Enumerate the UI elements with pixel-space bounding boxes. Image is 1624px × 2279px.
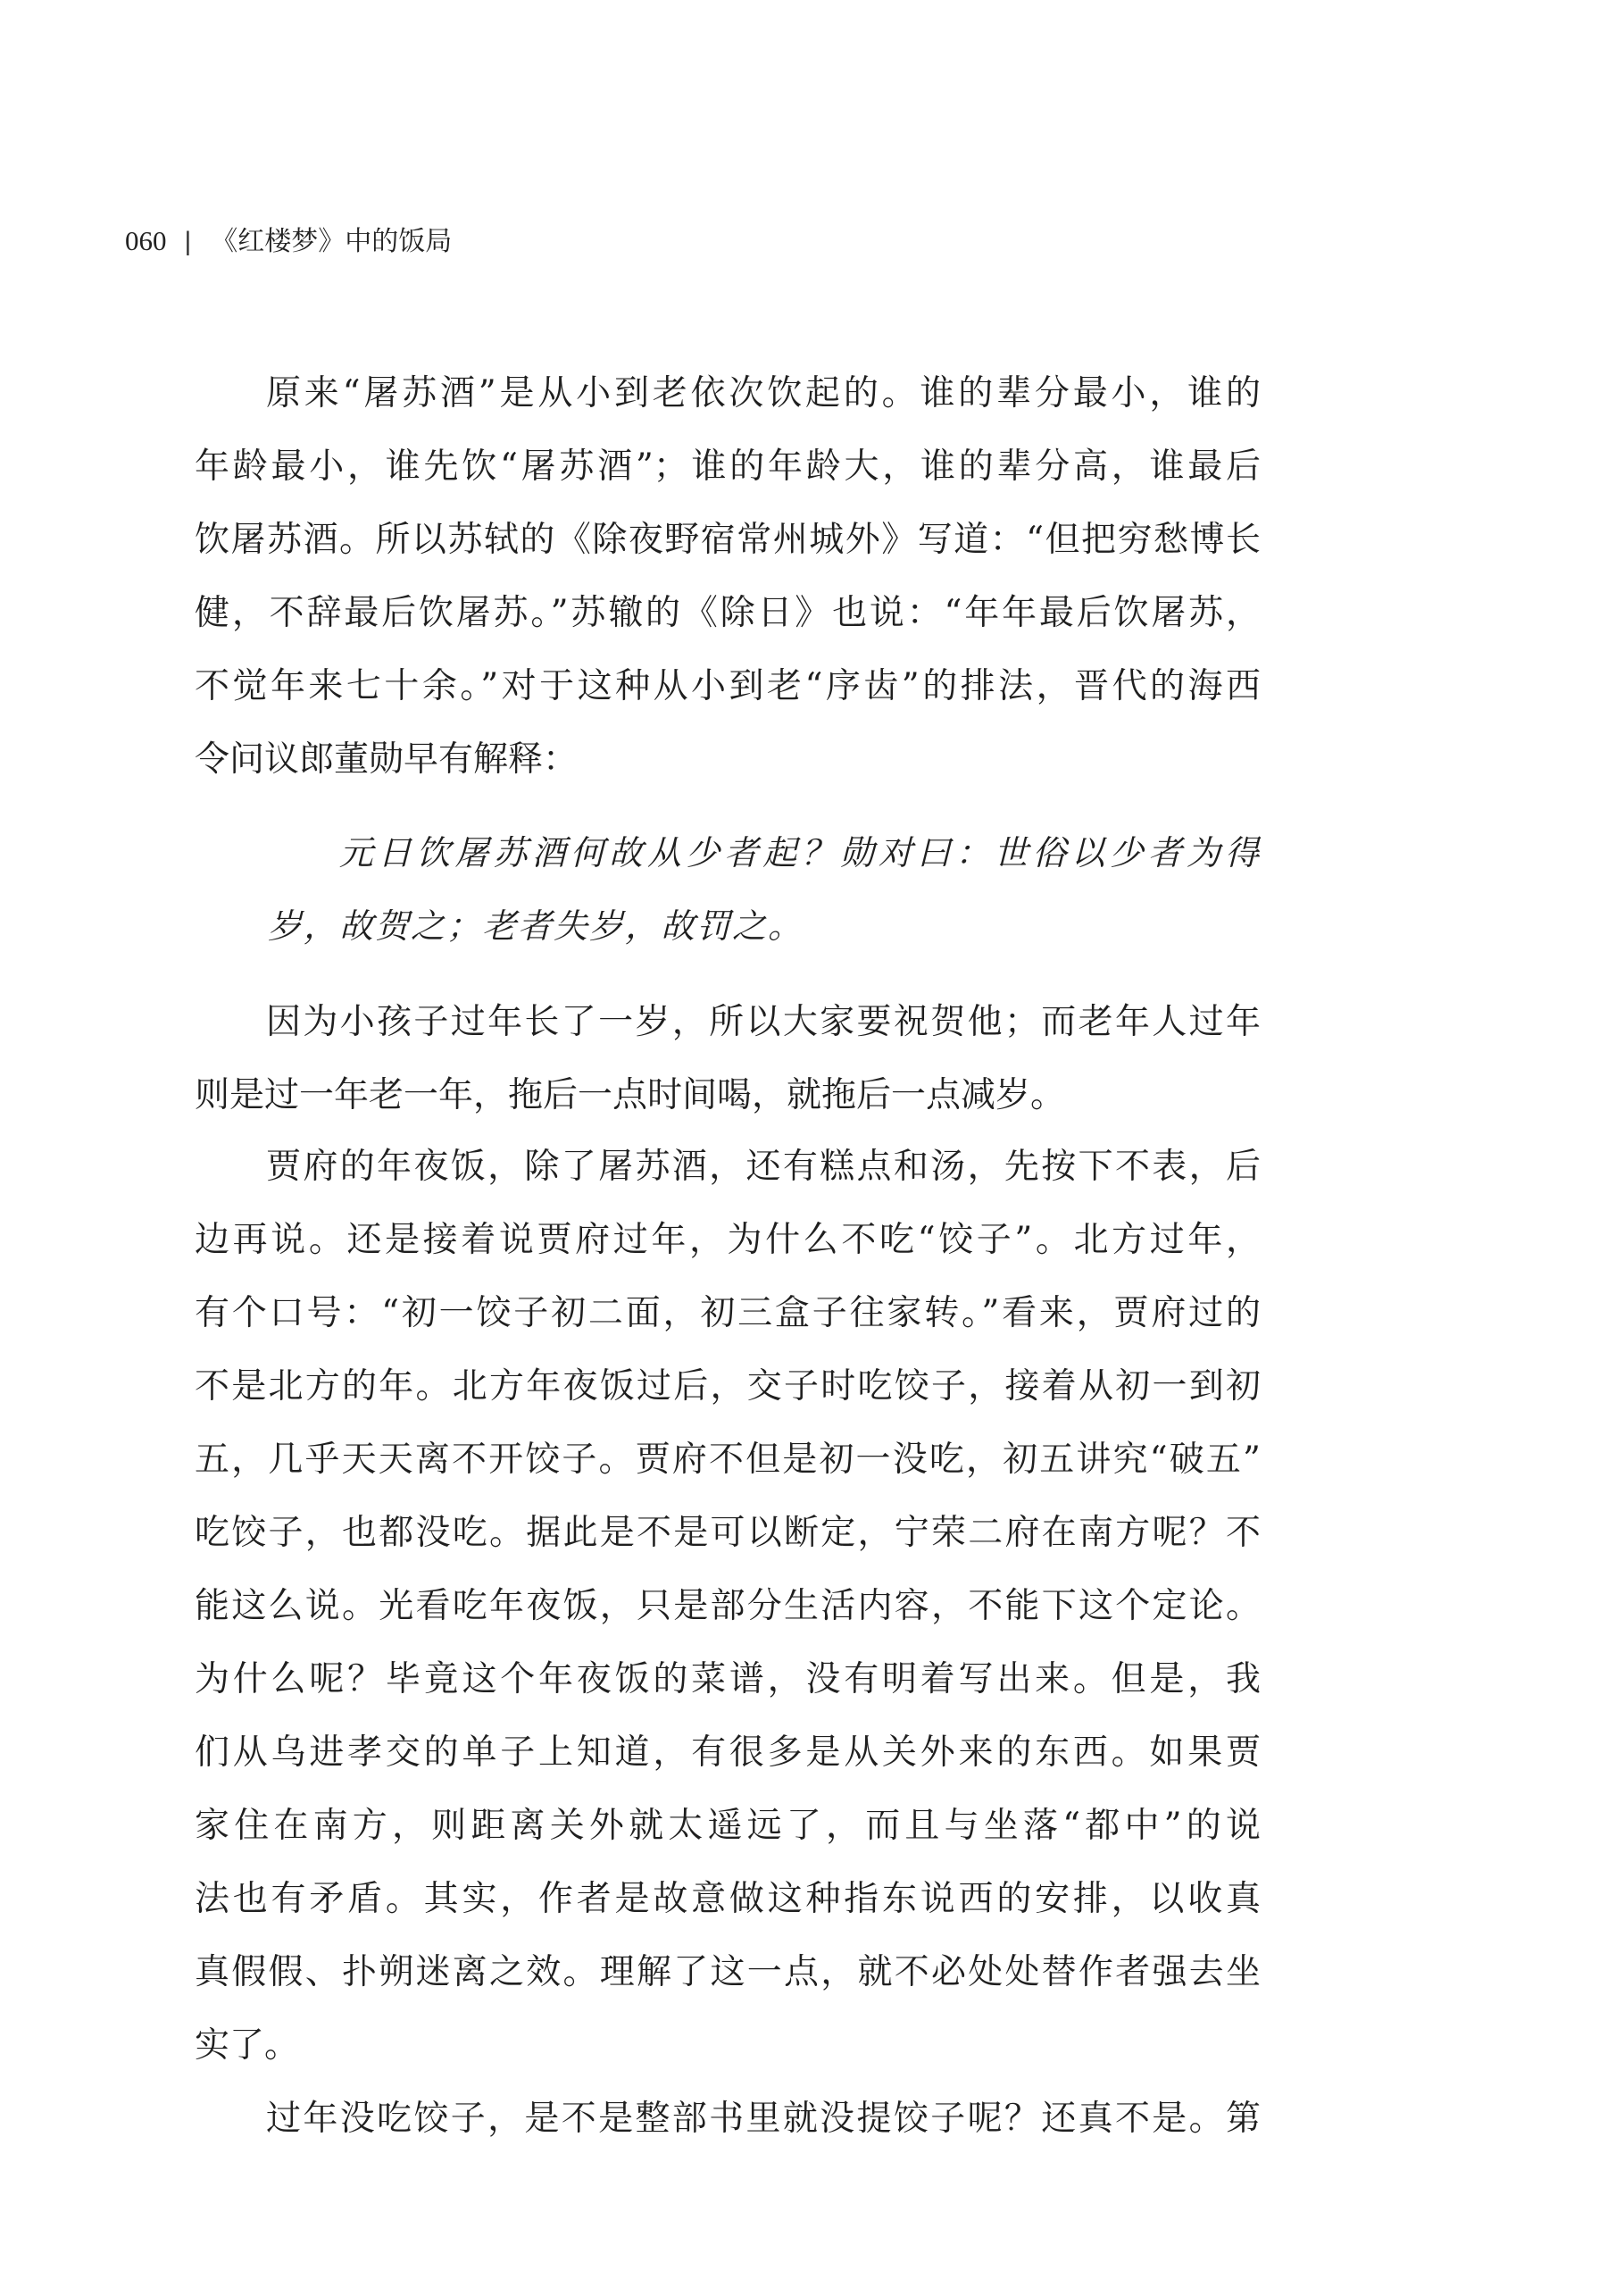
- text-line: 不觉年来七十余。”对于这种从小到老“序齿”的排法，晋代的海西: [195, 666, 1261, 706]
- text-line: 真假假、扑朔迷离之效。理解了这一点，就不必处处替作者强去坐: [195, 1952, 1261, 1992]
- text-line: 们从乌进孝交的单子上知道，有很多是从关外来的东西。如果贾: [195, 1732, 1261, 1773]
- text-line: 过年没吃饺子，是不是整部书里就没提饺子呢？还真不是。第: [266, 2099, 1261, 2139]
- text-line: 法也有矛盾。其实，作者是故意做这种指东说西的安排，以收真: [195, 1879, 1261, 1919]
- text-line: 为什么呢？毕竟这个年夜饭的菜谱，没有明着写出来。但是，我: [195, 1659, 1261, 1699]
- text-line: 则是过一年老一年，拖后一点时间喝，就拖后一点减岁。: [195, 1075, 1066, 1115]
- text-line: 贾府的年夜饭，除了屠苏酒，还有糕点和汤，先按下不表，后: [266, 1147, 1261, 1187]
- paragraph-1: [195, 357, 1261, 797]
- text-line: 令问议郎董勋早有解释：: [195, 739, 579, 780]
- paragraph-3: [195, 1131, 1261, 2083]
- text-line: 边再说。还是接着说贾府过年，为什么不吃“饺子”。北方过年，: [195, 1220, 1261, 1260]
- header-separator: |: [184, 227, 192, 256]
- page-number: 060: [125, 225, 167, 256]
- quote-line: 元日饮屠苏酒何故从少者起？勋对曰：世俗以少者为得: [339, 833, 1261, 872]
- paragraph-2: [195, 986, 1261, 1132]
- text-line: 饮屠苏酒。所以苏轼的《除夜野宿常州城外》写道：“但把穷愁博长: [195, 520, 1261, 560]
- text-line: 健，不辞最后饮屠苏。”苏辙的《除日》也说：“年年最后饮屠苏，: [195, 593, 1261, 633]
- text-line: 不是北方的年。北方年夜饭过后，交子时吃饺子，接着从初一到初: [195, 1366, 1261, 1407]
- text-line: 年龄最小，谁先饮“屠苏酒”；谁的年龄大，谁的辈分高，谁最后: [195, 447, 1261, 487]
- quote-line: 岁，故贺之；老者失岁，故罚之。: [268, 906, 804, 946]
- running-header: [125, 223, 452, 260]
- text-line: 因为小孩子过年长了一岁，所以大家要祝贺他；而老年人过年: [266, 1002, 1261, 1042]
- text-line: 能这么说。光看吃年夜饭，只是部分生活内容，不能下这个定论。: [195, 1586, 1261, 1626]
- text-line: 实了。: [195, 2025, 300, 2066]
- text-line: 吃饺子，也都没吃。据此是不是可以断定，宁荣二府在南方呢？不: [195, 1513, 1261, 1553]
- text-line: 家住在南方，则距离关外就太遥远了，而且与坐落“都中”的说: [195, 1806, 1261, 1846]
- paragraph-4: [195, 2083, 1261, 2156]
- book-title: 《红楼梦》中的饭局: [211, 226, 453, 257]
- block-quote: [268, 816, 1261, 963]
- text-line: 五，几乎天天离不开饺子。贾府不但是初一没吃，初五讲究“破五”: [195, 1440, 1261, 1480]
- text-line: 原来“屠苏酒”是从小到老依次饮起的。谁的辈分最小，谁的: [266, 373, 1261, 413]
- text-line: 有个口号：“初一饺子初二面，初三盒子往家转。”看来，贾府过的: [195, 1293, 1261, 1333]
